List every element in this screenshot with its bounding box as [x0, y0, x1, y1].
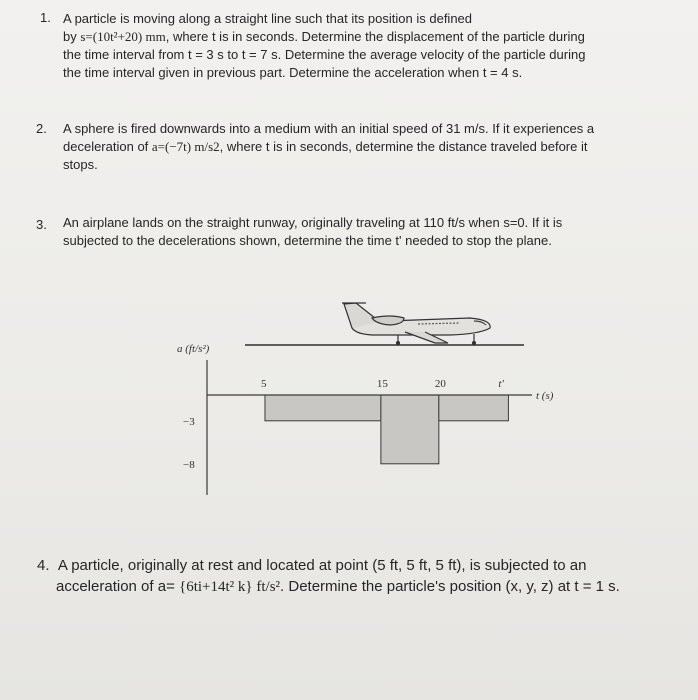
x-tick-label-4: t' [498, 378, 504, 390]
q1-line-2b: , where t is in seconds. Determine the displacement of the particle during [165, 29, 585, 44]
x-tick-label-1: 5 [260, 378, 267, 390]
q2-line-2a: deceleration of [63, 139, 152, 154]
y-tick-label-1: −3 [183, 415, 195, 428]
q4-line-1 [37, 555, 620, 576]
q1-line-1: A particle is moving along a straight line such that its position is defined [63, 11, 473, 26]
q4-number: 4. [37, 557, 50, 574]
x-axis-label: t (s) [536, 390, 554, 402]
q1-line-3: the time interval from t = 3 s to t = 7 s. Determine the average velocity of the particle during [63, 47, 586, 62]
x-tick-label-2: 15 [376, 378, 388, 390]
q1-line-2a: by [63, 29, 81, 44]
x-tick-label-3: 20 [434, 378, 446, 390]
q3-line-1: An airplane lands on the straight runway, originally traveling at 110 ft/s when s=0. If it is [63, 215, 563, 230]
q1-line-4: the time interval given in previous part. Determine the acceleration when t = 4 s. [63, 65, 523, 80]
q3-number: 3. [36, 217, 47, 232]
q4-acceleration-equation: {6ti+14t² k} ft/s² [179, 579, 281, 595]
q3-line-2: subjected to the decelerations shown, determine the time t' needed to stop the plane. [63, 233, 552, 248]
airplane-icon [342, 303, 490, 345]
q4-line-2b: . Determine the particle's position (x, y, z) at t = 1 s. [280, 578, 620, 595]
q2-line-2b: , where t is in seconds, determine the distance traveled before it [219, 139, 588, 154]
q2-deceleration-equation: a=(−7t) m/s2 [151, 139, 220, 154]
segment-bar-2 [265, 395, 381, 421]
q2-number: 2. [36, 121, 47, 136]
q2-line-1: A sphere is fired downwards into a medium with an initial speed of 31 m/s. If it experiences a [63, 121, 595, 136]
q2-line-3: stops. [63, 157, 98, 172]
q1-position-equation: s=(10t²+20) mm [80, 29, 166, 44]
segment-bar-3 [381, 395, 439, 464]
segment-bar-4 [439, 395, 509, 421]
y-tick-label-2: −8 [183, 458, 195, 471]
q4-line-2a: acceleration of a= [56, 578, 179, 595]
y-axis-label: a (ft/s²) [177, 343, 210, 355]
q1-number: 1. [40, 10, 51, 25]
question-4 [37, 555, 620, 598]
q4-line-1-text: A particle, originally at rest and located at point (5 ft, 5 ft, 5 ft), is subjected to an [57, 557, 587, 574]
q4-line-2 [37, 576, 620, 598]
